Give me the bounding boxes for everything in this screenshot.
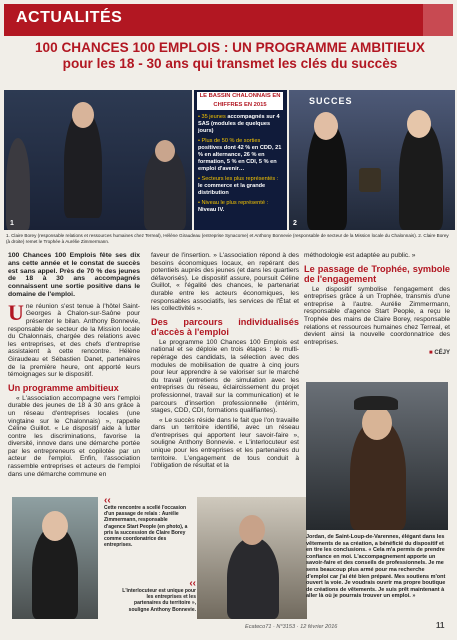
subheading: Un programme ambitieux <box>8 382 119 393</box>
paragraph: Le programme 100 Chances 100 Emplois est national et se déploie en trois étapes : le multi-repérage des candidats, la sélection avec des modules de mobilisation de quatre à cinq jours pour leur apprendre à se valoriser sur le marché du travail (entretiens de simulation avec les entreprises du réseau, éclaircissement du projet professionnel, travail sur la communication) et le parcours d'insertion professionnelle (intérim, stages, CDD, CDI, formations qualifiantes). <box>151 338 299 415</box>
hat-icon <box>354 396 398 410</box>
quote-mark: ‹‹ <box>189 578 196 589</box>
page-number: 11 <box>436 621 445 630</box>
photo-meeting-group <box>4 90 192 230</box>
photo-number: 1 <box>10 220 14 227</box>
quote-mark: ‹‹ <box>104 495 111 506</box>
headline-line2: pour les 18 - 30 ans qui transmet les clés du succès <box>62 56 398 71</box>
stats-infobox <box>194 90 287 230</box>
headline-line1: 100 CHANCES 100 EMPLOIS : UN PROGRAMME AMBITIEUX <box>35 40 425 55</box>
pullquote-2: ‹‹ L'interlocuteur est unique pour les entreprises et les partenaires du territoire », souligne Anthony Bonnevie. <box>120 580 196 613</box>
author-signature: ■ CÉJY <box>429 350 450 357</box>
trophy-icon <box>359 168 381 192</box>
photo-caption: 1. Claire Borey (responsable relations et ressources humaines chez Terreal), Hélène Giraudeau (entreprise Synacome) et Anthony Bonnevie (responsable de secteur de la Mission locale du Chalonnais). 2. Claire Borey (à droite) remet le Trophée à Aurélie Zimmermann. <box>6 233 449 244</box>
section-title: ACTUALITÉS <box>16 9 123 26</box>
article-lead: 100 Chances 100 Emplois fête ses dix ans cette année et le constat de succès est sans appel. Près de 70 % des jeunes de 18 à 30 ans accompagnés connaissent une sortie positive dans le domaine de l'emploi. <box>8 252 140 298</box>
paragraph: Le dispositif symbolise l'engagement des entreprises grâce à un Trophée, transmis d'une entreprise à l'autre. Aurélie Zimmermann, responsable d'agence Start People, a reçu le Trophée des mains de Claire Borey, responsable relations et ressources humaines chez Terreal, et devient ainsi la nouvelle coordonnatrice des entreprises. <box>304 285 450 346</box>
photo-trophy-handover <box>289 90 455 230</box>
photo-number: 2 <box>293 220 297 227</box>
photo-jordan <box>306 382 448 530</box>
dropcap: U <box>8 299 24 325</box>
banner-fade <box>423 4 453 36</box>
subheading: Le passage de Trophée, symbole de l'engagement <box>304 263 450 284</box>
infobox-item: • Niveau le plus représenté : Niveau IV. <box>198 200 269 213</box>
article-column-2 <box>151 252 299 472</box>
paragraph: faveur de l'insertion. » L'association répond à des besoins économiques locaux, en repérant des potentiels auprès des jeunes (et dans les quartiers défavorisés). Le dispositif assure, poursuit Céline Guillot, « l'égalité des chances, le partenariat durable entre les acteurs économiques, les responsables associatifs, les services de l'État et les collectivités ». <box>151 252 299 313</box>
infobox-item: • Plus de 50 % de sorties positives dont 42 % en CDD, 21 % en alternance, 26 % en formation, 5 % en CDI, 5 % en emploi d'avenir… <box>198 138 282 172</box>
article-column-3 <box>304 252 450 358</box>
banner-text: SUCCES <box>309 96 353 106</box>
infobox-item: • Secteurs les plus représentés : le commerce et la grande distribution <box>198 176 279 196</box>
paragraph: « L'association accompagne vers l'emploi durable des jeunes de 18 à 30 ans grâce à un réseau d'entreprises locales (une vingtaine sur le Chalonnais) », rappelle Céline Guillot. « Le dispositif aide à lutter contre les discriminations, favorise la diversité, innove dans une démarche portée par les entrepreneurs et copilotée par un acteur de l'emploi. Enfin, l'association rassemble entreprises et acteurs de l'emploi dans une démarche commune en <box>8 394 140 478</box>
section-banner <box>4 4 453 36</box>
paragraph: « Le succès réside dans le fait que l'on travaille dans un territoire identifié, avec un réseau d'entreprises qui apportent leur savoir-faire », souligne Anthony Bonnevie. « L'interlocuteur est unique pour les entreprises et les partenaires du territoire. L'engagement de tous conduit à l'obligation de résultat et la <box>151 416 299 470</box>
page-footer: Ecateco71 · N°3153 · 12 février 2016 <box>245 624 338 630</box>
photo-aurelie-zimmermann <box>12 497 98 619</box>
infobox-title: LE BASSIN CHALONNAIS EN CHIFFRES EN 2015 <box>197 92 283 110</box>
infobox-body <box>198 114 284 217</box>
article-headline <box>10 40 450 72</box>
paragraph: méthodologie est adaptée au public. » <box>304 252 416 259</box>
pullquote-1: ‹‹ Cette rencontre a scellé l'occasion d'un passage de relais : Aurélie Zimmermann, responsable d'agence Start People (en photo), a pris la succession de Claire Borey comme coordonatrice des entreprises. <box>104 497 190 548</box>
subheading: Des parcours individualisés d'accès à l'emploi <box>151 316 299 337</box>
infobox-item: • 35 jeunes accompagnés sur 4 SAS (modules de quelques jours) <box>198 114 280 134</box>
jordan-caption: Jordan, de Saint-Loup-de-Varennes, élégant dans les vêtements de sa création, a bénéficié du dispositif et en tire les conclusions. « Cela m'a permis de prendre confiance en moi. L'accompagnement apporte un savoir-faire et des conseils de professionnels. Je me sens beaucoup plus armé pour ma recherche d'emploi car j'ai été bien préparé. Mes soutiens m'ont ouvert la voie. Je voudrais ouvrir ma propre boutique de créations de vêtements. Je suis prêt maintenant à aller là où je pourrais trouver un emploi. » <box>306 534 446 600</box>
photo-anthony-bonnevie <box>197 497 307 619</box>
article-column-1 <box>8 252 140 480</box>
paragraph: Une réunion s'est tenue à l'hôtel Saint-Georges à Chalon-sur-Saône pour présenter le bilan. Anthony Bonnevie, responsable de secteur de la Mission locale du Chalonnais, chargée des relations avec les entreprises, et des chefs d'entreprise assistaient à cette rencontre. Hélène Giraudeau et Sébastien Danet, partenaires de la première heure, ont apporté leurs témoignages sur le dispositif. <box>8 299 140 379</box>
